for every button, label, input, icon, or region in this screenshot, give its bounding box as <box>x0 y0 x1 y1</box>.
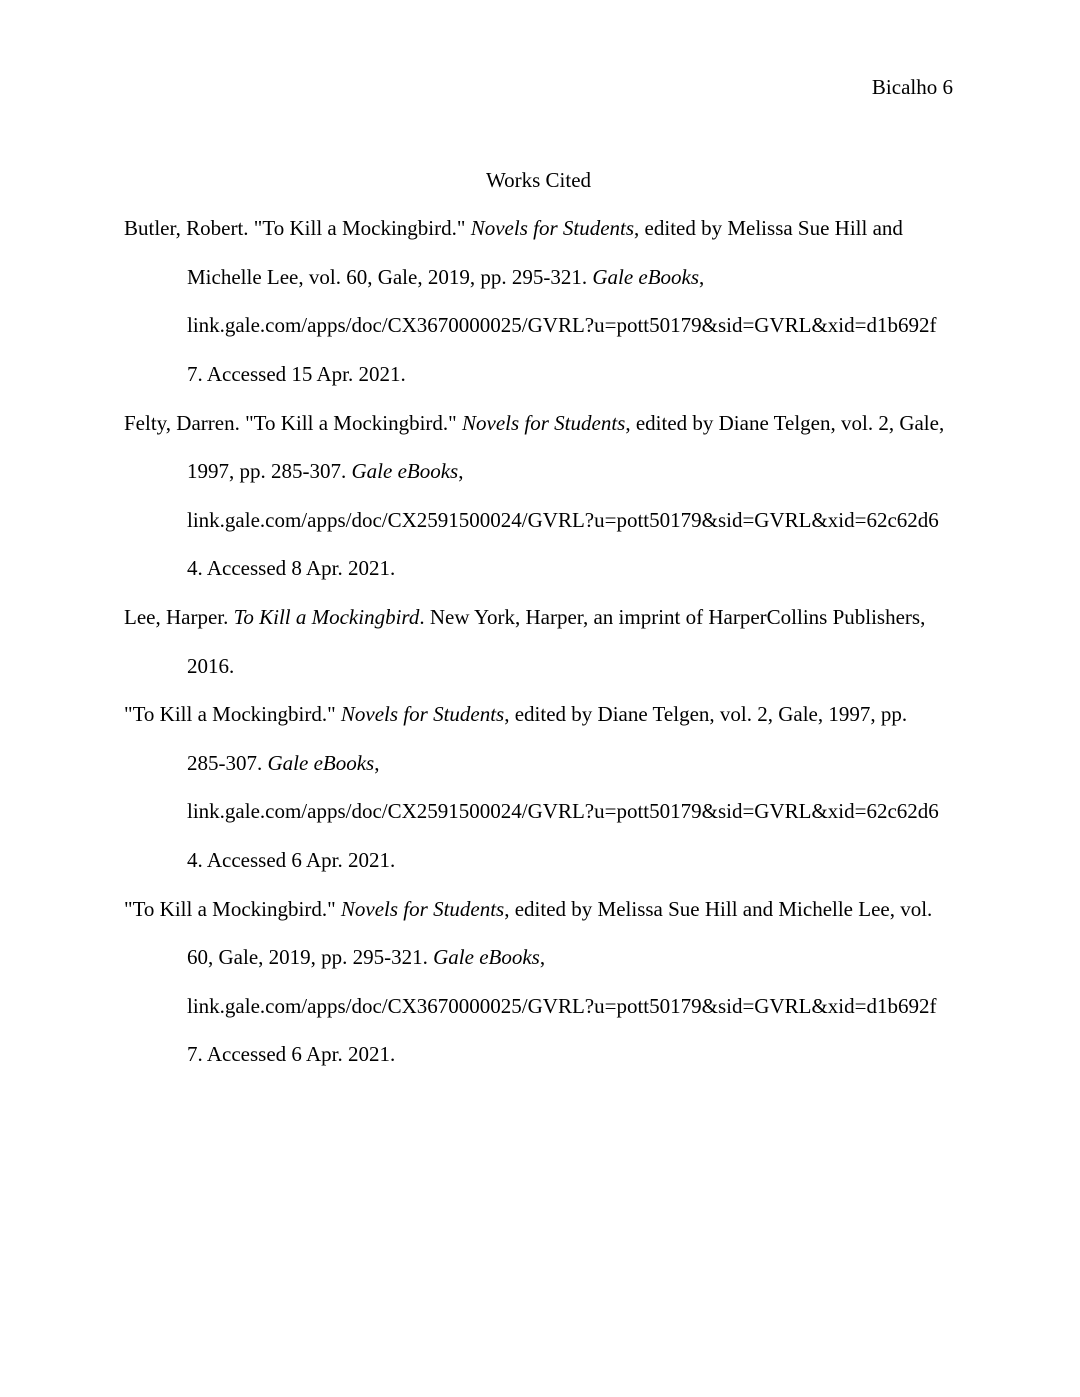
text-run: , <box>539 945 546 970</box>
citation-line <box>124 933 953 982</box>
works-cited-title: Works Cited <box>485 167 592 192</box>
citation-line <box>124 836 953 885</box>
text-run: Michelle Lee, vol. 60, Gale, 2019, pp. 295-321. <box>187 264 593 289</box>
text-run: , <box>458 459 464 484</box>
italic-text-run: Gale eBooks <box>351 459 459 484</box>
text-run: link.gale.com/apps/doc/CX2591500024/GVRL?u=pott50179&sid=GVRL&xid=62c62d6 <box>187 507 939 532</box>
citation-line <box>124 496 953 545</box>
text-run: link.gale.com/apps/doc/CX3670000025/GVRL?u=pott50179&sid=GVRL&xid=d1b692f <box>187 993 937 1018</box>
text-run: , <box>374 750 380 775</box>
text-run: Felty, Darren. "To Kill a Mockingbird." <box>124 410 462 435</box>
citation-line <box>124 1030 953 1079</box>
text-run: , edited by Melissa Sue Hill and Michelle Lee, vol. <box>504 896 933 921</box>
italic-text-run: To Kill a Mockingbird <box>233 604 420 629</box>
text-run: 285-307. <box>187 750 268 775</box>
italic-text-run: Gale eBooks <box>592 264 700 289</box>
citation-entry <box>124 885 953 1079</box>
text-run: 4. Accessed 8 Apr. 2021. <box>187 556 396 581</box>
text-run: Lee, Harper. <box>124 604 234 629</box>
italic-text-run: Gale eBooks <box>267 750 375 775</box>
text-run: 60, Gale, 2019, pp. 295-321. <box>187 945 434 970</box>
text-run: "To Kill a Mockingbird." <box>124 896 341 921</box>
text-run: 7. Accessed 15 Apr. 2021. <box>187 361 406 386</box>
citation-entry <box>124 593 953 690</box>
citation-list <box>124 204 953 1079</box>
page-header-number: Bicalho 6 <box>871 75 953 99</box>
text-run: 4. Accessed 6 Apr. 2021. <box>187 847 396 872</box>
citation-line <box>124 544 953 593</box>
citation-line <box>124 204 953 253</box>
citation-line <box>124 447 953 496</box>
text-run: , edited by Diane Telgen, vol. 2, Gale, <box>625 410 945 435</box>
citation-entry <box>124 399 953 593</box>
citation-line <box>124 399 953 448</box>
text-run: . New York, Harper, an imprint of HarperCollins Publishers, <box>419 604 926 629</box>
citation-line <box>124 787 953 836</box>
italic-text-run: Novels for Students <box>462 410 626 435</box>
italic-text-run: Gale eBooks <box>433 945 540 970</box>
citation-entry <box>124 690 953 884</box>
italic-text-run: Novels for Students <box>340 896 505 921</box>
citation-line <box>124 593 953 642</box>
citation-line <box>124 690 953 739</box>
text-run: 1997, pp. 285-307. <box>187 459 352 484</box>
text-run: 2016. <box>187 653 235 678</box>
citation-entry <box>124 204 953 398</box>
text-run: "To Kill a Mockingbird." <box>124 702 341 727</box>
italic-text-run: Novels for Students <box>470 216 635 241</box>
citation-line <box>124 885 953 934</box>
citation-line <box>124 253 953 302</box>
text-run: , edited by Melissa Sue Hill and <box>634 216 903 241</box>
text-run: 7. Accessed 6 Apr. 2021. <box>187 1042 396 1067</box>
text-run: Butler, Robert. "To Kill a Mockingbird." <box>124 216 471 241</box>
text-run: link.gale.com/apps/doc/CX2591500024/GVRL?u=pott50179&sid=GVRL&xid=62c62d6 <box>187 799 939 824</box>
citation-line <box>124 739 953 788</box>
citation-line <box>124 642 953 691</box>
citation-line <box>124 350 953 399</box>
italic-text-run: Novels for Students <box>340 702 505 727</box>
citation-line <box>124 301 953 350</box>
text-run: , <box>699 264 705 289</box>
text-run: , edited by Diane Telgen, vol. 2, Gale, 1997, pp. <box>504 702 908 727</box>
text-run: link.gale.com/apps/doc/CX3670000025/GVRL?u=pott50179&sid=GVRL&xid=d1b692f <box>187 313 937 338</box>
citation-line <box>124 982 953 1031</box>
